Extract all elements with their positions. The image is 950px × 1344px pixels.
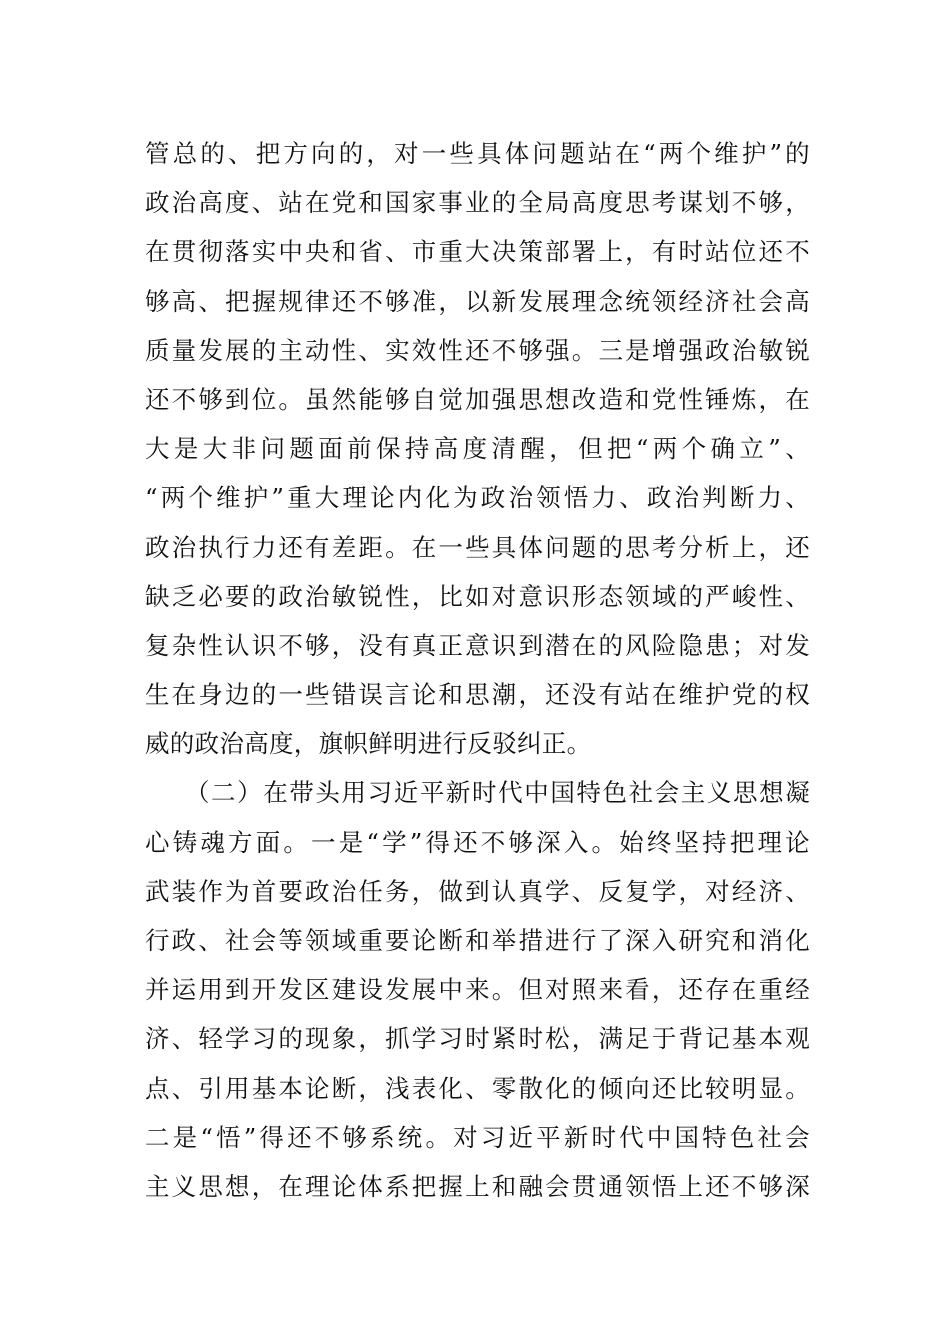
paragraph-end-line: 威的政治高度，旗帜鲜明进行反驳纠正。 — [145, 729, 592, 759]
text-line: 点、引用基本论断，浅表化、零散化的倾向还比较明显。 — [145, 1073, 810, 1103]
text-line: 济、轻学习的现象，抓学习时紧时松，满足于背记基本观 — [145, 1024, 810, 1054]
text-line: “两个维护”重大理论内化为政治领悟力、政治判断力、 — [145, 483, 810, 513]
text-line: 心铸魂方面。一是“学”得还不够深入。始终坚持把理论 — [145, 827, 810, 857]
body-text — [145, 129, 810, 1211]
text-line: 质量发展的主动性、实效性还不够强。三是增强政治敏锐 — [145, 335, 810, 365]
text-line: 行政、社会等领域重要论断和举措进行了深入研究和消化 — [145, 926, 810, 955]
text-line: 二是“悟”得还不够系统。对习近平新时代中国特色社会 — [145, 1122, 810, 1152]
text-line: 政治执行力还有差距。在一些具体问题的思考分析上，还 — [145, 532, 810, 562]
text-line: 生在身边的一些错误言论和思潮，还没有站在维护党的权 — [145, 680, 810, 710]
text-line: 在贯彻落实中央和省、市重大决策部署上，有时站位还不 — [145, 237, 810, 267]
text-line: 主义思想，在理论体系把握上和融会贯通领悟上还不够深 — [145, 1171, 810, 1201]
section-heading-line: （二）在带头用习近平新时代中国特色社会主义思想凝 — [145, 778, 810, 808]
text-line: 缺乏必要的政治敏锐性，比如对意识形态领域的严峻性、 — [145, 581, 810, 611]
text-line: 武装作为首要政治任务，做到认真学、反复学，对经济、 — [145, 876, 810, 906]
text-line: 大是大非问题面前保持高度清醒，但把“两个确立”、 — [145, 434, 810, 464]
text-line: 还不够到位。虽然能够自觉加强思想改造和党性锤炼，在 — [145, 384, 810, 414]
text-line: 政治高度、站在党和国家事业的全局高度思考谋划不够， — [145, 188, 810, 218]
text-line: 并运用到开发区建设发展中来。但对照来看，还存在重经 — [145, 975, 810, 1005]
text-line: 够高、把握规律还不够准，以新发展理念统领经济社会高 — [145, 286, 810, 316]
text-line: 复杂性认识不够，没有真正意识到潜在的风险隐患；对发 — [145, 630, 810, 660]
text-line: 管总的、把方向的，对一些具体问题站在“两个维护”的 — [145, 139, 810, 168]
